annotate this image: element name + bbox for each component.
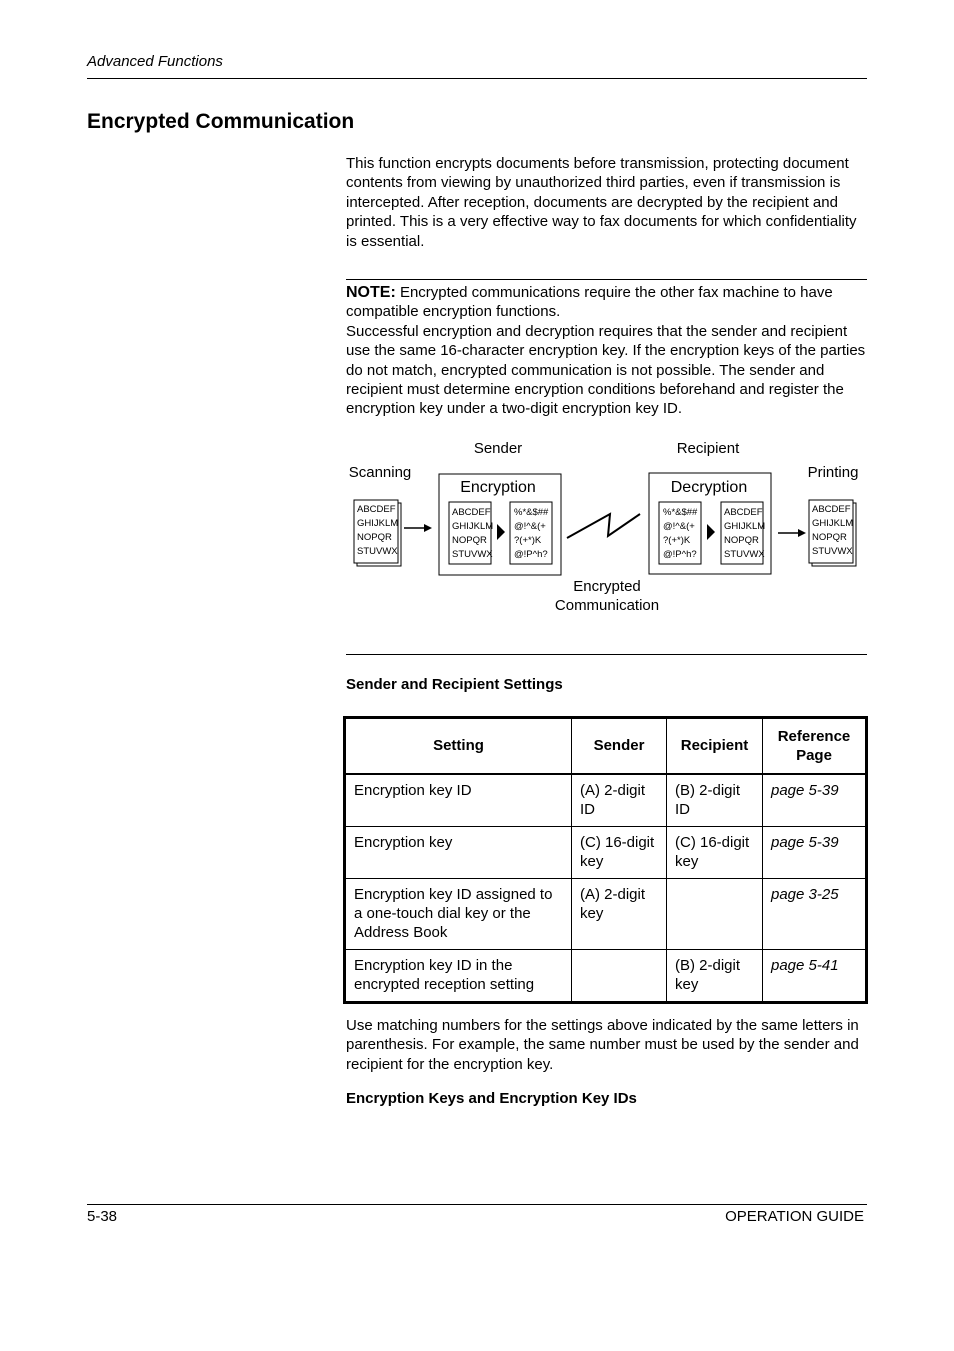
encryption-box — [439, 474, 561, 575]
note-block — [346, 283, 868, 419]
svg-text:GHIJKLM: GHIJKLM — [452, 521, 494, 532]
cell-sender — [572, 949, 667, 1002]
svg-text:%*&$##: %*&$## — [663, 507, 698, 518]
svg-text:@!P^h?: @!P^h? — [663, 549, 697, 560]
cell-sender: (A) 2-digit ID — [572, 774, 667, 826]
guide-name: OPERATION GUIDE — [725, 1208, 864, 1225]
arrow-right-icon — [404, 524, 432, 532]
table-row — [345, 774, 867, 826]
decryption-box — [649, 473, 771, 574]
encryption-label: Encryption — [460, 479, 536, 496]
cell-setting: Encryption key ID assigned to a one-touch dial key or the Address Book — [345, 878, 572, 949]
cell-sender: (A) 2-digit key — [572, 878, 667, 949]
scanned-document-icon — [354, 500, 401, 566]
label-printing: Printing — [807, 464, 859, 481]
note-label: NOTE: — [346, 284, 396, 301]
svg-text:?(+*)K: ?(+*)K — [514, 535, 542, 546]
keys-heading: Encryption Keys and Encryption Key IDs — [346, 1090, 637, 1107]
svg-text:ABCDEF: ABCDEF — [724, 507, 763, 518]
note-text-1: Encrypted communications require the other fax machine to have compatible encryption functions. — [346, 284, 833, 321]
printed-document-icon — [809, 500, 856, 566]
svg-text:@!P^h?: @!P^h? — [514, 549, 548, 560]
cell-sender: (C) 16-digit key — [572, 826, 667, 878]
note-rule-top — [346, 279, 867, 280]
label-encrypted: Encrypted — [573, 578, 641, 595]
cell-recipient: (B) 2-digit ID — [667, 774, 763, 826]
header-setting: Setting — [345, 718, 572, 775]
svg-text:GHIJKLM: GHIJKLM — [724, 521, 766, 532]
table-row — [345, 949, 867, 1002]
svg-text:?(+*)K: ?(+*)K — [663, 535, 691, 546]
svg-text:@!^&(+: @!^&(+ — [663, 521, 695, 532]
footer-rule — [87, 1204, 867, 1205]
cell-recipient: (B) 2-digit key — [667, 949, 763, 1002]
svg-text:ABCDEF: ABCDEF — [812, 504, 851, 515]
svg-text:NOPQR: NOPQR — [724, 535, 759, 546]
svg-text:NOPQR: NOPQR — [452, 535, 487, 546]
arrow-right-icon — [778, 529, 806, 537]
settings-table — [343, 716, 868, 1004]
note-text-2: Successful encryption and decryption requires that the sender and recipient use the same 16-character encryption key. If the encryption keys of the parties do not match, encrypted communication is not possible. The sender and recipient must determine encryption conditions beforehand and register the encryption key under a two-digit encryption key ID. — [346, 322, 866, 418]
cell-recipient — [667, 878, 763, 949]
svg-text:STUVWX: STUVWX — [812, 546, 853, 557]
cell-setting: Encryption key ID in the encrypted reception setting — [345, 949, 572, 1002]
svg-text:NOPQR: NOPQR — [357, 532, 392, 543]
svg-text:ABCDEF: ABCDEF — [357, 504, 396, 515]
page-title: Encrypted Communication — [87, 110, 355, 133]
label-scanning: Scanning — [348, 464, 412, 481]
cell-reference-link[interactable]: page 5-41 — [763, 949, 867, 1002]
cell-setting: Encryption key — [345, 826, 572, 878]
label-communication: Communication — [554, 597, 660, 614]
header-recipient: Recipient — [667, 718, 763, 775]
header-rule — [87, 78, 867, 79]
header-reference-page: Reference Page — [763, 718, 867, 775]
cell-reference-link[interactable]: page 5-39 — [763, 774, 867, 826]
decryption-label: Decryption — [670, 479, 748, 496]
svg-text:@!^&(+: @!^&(+ — [514, 521, 546, 532]
svg-text:%*&$##: %*&$## — [514, 507, 549, 518]
note-rule-bottom — [346, 654, 867, 655]
cell-reference-link[interactable]: page 3-25 — [763, 878, 867, 949]
svg-text:STUVWX: STUVWX — [452, 549, 493, 560]
svg-text:NOPQR: NOPQR — [812, 532, 847, 543]
label-recipient: Recipient — [676, 440, 740, 457]
usage-paragraph: Use matching numbers for the settings above indicated by the same letters in parenthesis. For example, the same number must be used by the sender and recipient for the encryption key. — [346, 1017, 859, 1073]
svg-text:ABCDEF: ABCDEF — [452, 507, 491, 518]
running-header: Advanced Functions — [87, 53, 223, 70]
table-row — [345, 878, 867, 949]
cell-reference-link[interactable]: page 5-39 — [763, 826, 867, 878]
header-sender: Sender — [572, 718, 667, 775]
page-number: 5-38 — [87, 1208, 118, 1225]
svg-text:GHIJKLM: GHIJKLM — [812, 518, 854, 529]
table-header-row — [345, 718, 867, 775]
label-sender: Sender — [473, 440, 523, 457]
settings-heading: Sender and Recipient Settings — [346, 676, 563, 693]
cell-setting: Encryption key ID — [345, 774, 572, 826]
encryption-diagram — [340, 430, 870, 620]
table-row — [345, 826, 867, 878]
svg-text:STUVWX: STUVWX — [357, 546, 398, 557]
intro-paragraph: This function encrypts documents before transmission, protecting document contents from viewing by unauthorized third parties, even if transmission is intercepted. After reception, documents are decrypted by the recipient and printed. This is a very effective way to fax documents for which confidentiality is essential. — [346, 155, 857, 250]
cell-recipient: (C) 16-digit key — [667, 826, 763, 878]
svg-text:GHIJKLM: GHIJKLM — [357, 518, 399, 529]
svg-text:STUVWX: STUVWX — [724, 549, 765, 560]
transmission-bolt-icon — [567, 514, 640, 538]
